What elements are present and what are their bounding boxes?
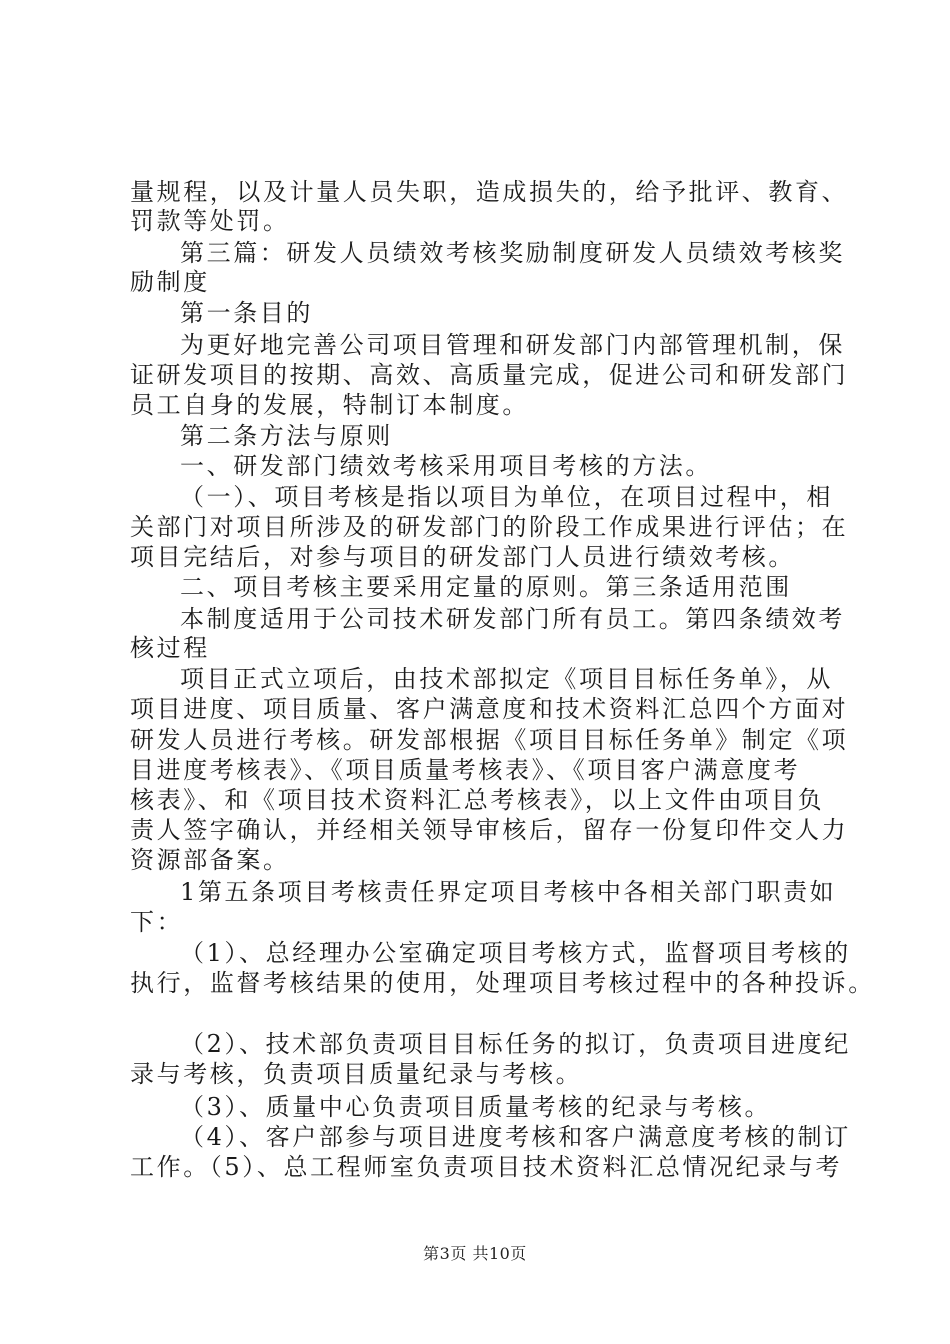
text-line: 为更好地完善公司项目管理和研发部门内部管理机制，保 <box>180 331 845 359</box>
text-line: 励制度 <box>130 268 210 296</box>
text-line: 责人签字确认，并经相关领导审核后，留存一份复印件交人力 <box>130 816 849 844</box>
text-line: （3）、质量中心负责项目质量考核的纪录与考核。 <box>180 1093 772 1121</box>
text-line: 工作。（5）、总工程师室负责项目技术资料汇总情况纪录与考 <box>130 1153 843 1181</box>
text-line: 1第五条项目考核责任界定项目考核中各相关部门职责如 <box>180 878 837 906</box>
text-line: 核表》、和《项目技术资料汇总考核表》，以上文件由项目负 <box>130 786 825 814</box>
text-line: 罚款等处罚。 <box>130 207 290 235</box>
text-line: （2）、技术部负责项目目标任务的拟订，负责项目进度纪 <box>180 1030 851 1058</box>
text-line: 研发人员进行考核。研发部根据《项目目标任务单》制定《项 <box>130 726 849 754</box>
text-line: 项目完结后，对参与项目的研发部门人员进行绩效考核。 <box>130 543 795 571</box>
text-line: 录与考核，负责项目质量纪录与考核。 <box>130 1060 583 1088</box>
text-line: （一）、项目考核是指以项目为单位，在项目过程中，相 <box>180 483 833 511</box>
text-line: 第二条方法与原则 <box>180 422 393 450</box>
text-line: （1）、总经理办公室确定项目考核方式，监督项目考核的 <box>180 939 851 967</box>
text-line: 下： <box>130 908 184 936</box>
page-number: 第3页 共10页 <box>423 1244 527 1263</box>
text-line: 第三篇：研发人员绩效考核奖励制度研发人员绩效考核奖 <box>180 239 845 267</box>
text-line: 本制度适用于公司技术研发部门所有员工。第四条绩效考 <box>180 605 845 633</box>
text-line: 项目进度、项目质量、客户满意度和技术资料汇总四个方面对 <box>130 695 849 723</box>
text-line: 核过程 <box>130 634 210 662</box>
text-line: 资源部备案。 <box>130 846 290 874</box>
text-line: 员工自身的发展，特制订本制度。 <box>130 391 529 419</box>
text-line: 证研发项目的按期、高效、高质量完成，促进公司和研发部门 <box>130 361 849 389</box>
text-line: （4）、客户部参与项目进度考核和客户满意度考核的制订 <box>180 1123 851 1151</box>
text-line: 二、项目考核主要采用定量的原则。第三条适用范围 <box>180 573 792 601</box>
text-line: 目进度考核表》、《项目质量考核表》、《项目客户满意度考 <box>130 756 801 784</box>
text-line: 第一条目的 <box>180 299 313 327</box>
text-line: 执行，监督考核结果的使用，处理项目考核过程中的各种投诉。 <box>130 969 875 997</box>
text-line: 项目正式立项后，由技术部拟定《项目目标任务单》，从 <box>180 665 833 693</box>
text-line: 关部门对项目所涉及的研发部门的阶段工作成果进行评估；在 <box>130 513 849 541</box>
text-line: 一、研发部门绩效考核采用项目考核的方法。 <box>180 452 712 480</box>
text-line: 量规程，以及计量人员失职，造成损失的，给予批评、教育、 <box>130 178 849 206</box>
